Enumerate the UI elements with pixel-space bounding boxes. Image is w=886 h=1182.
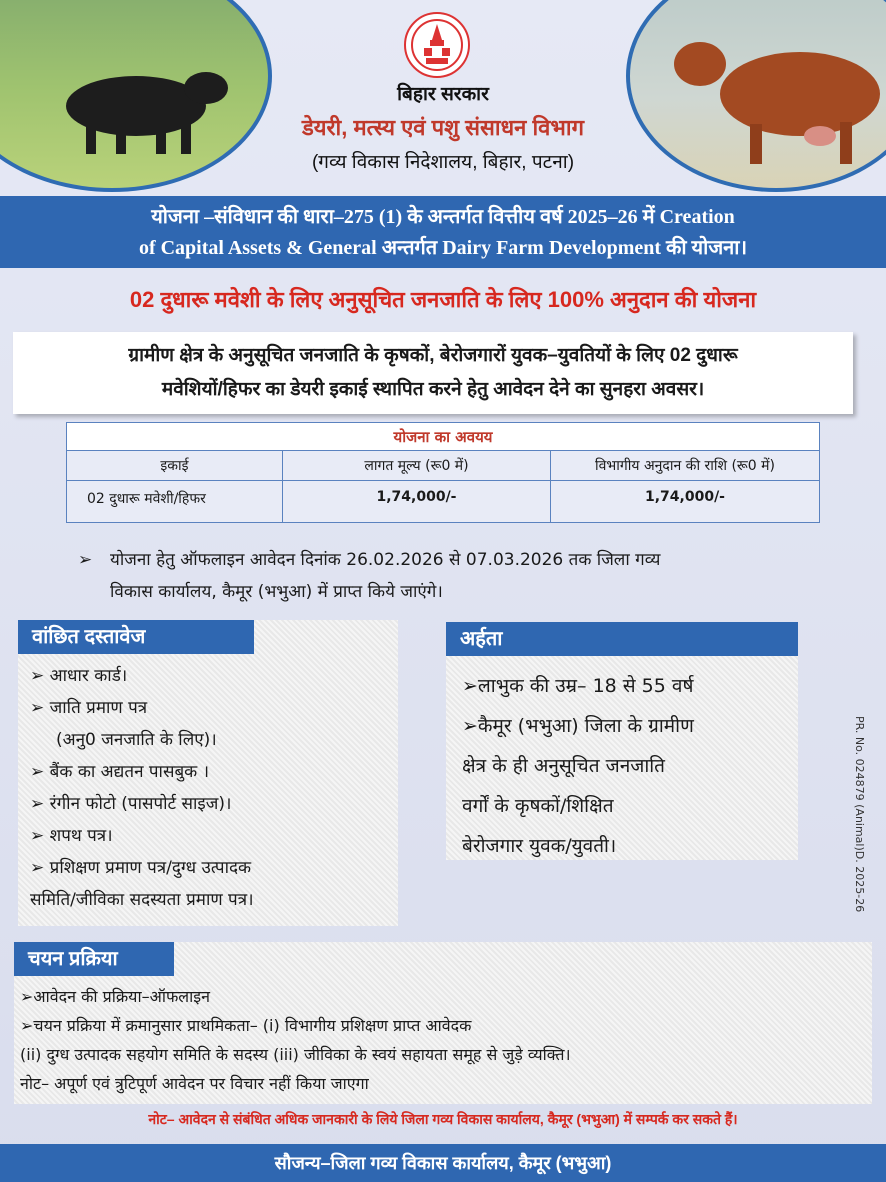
list-item: ➢ शपथ पत्र। <box>30 826 113 846</box>
opportunity-line-2: मवेशियों/हिफर का डेयरी इकाई स्थापित करने हेतु आवेदन देने का सुनहरा अवसर। <box>161 379 705 400</box>
list-item: (अनु0 जनजाति के लिए)। <box>56 730 217 750</box>
directorate-name: (गव्य विकास निदेशालय, बिहार, पटना) <box>311 152 575 173</box>
documents-box <box>18 620 398 926</box>
department-name: डेयरी, मत्स्य एवं पशु संसाधन विभाग <box>302 115 584 140</box>
contact-note: नोट– आवेदन से संबंधित अधिक जानकारी के लिये जिला गव्य विकास कार्यालय, कैमूर (भभुआ) में सम्पर्क कर सकते हैं। <box>148 1111 738 1127</box>
list-item: ➢कैमूर (भभुआ) जिला के ग्रामीण <box>462 715 694 737</box>
application-line-2: विकास कार्यालय, कैमूर (भभुआ) में प्राप्त किये जाएंगे। <box>110 582 443 602</box>
bihar-emblem-icon <box>410 18 464 72</box>
application-line-1: योजना हेतु ऑफलाइन आवेदन दिनांक 26.02.2026 से 07.03.2026 तक जिला गव्य <box>110 550 661 570</box>
list-item: ➢ रंगीन फोटो (पासपोर्ट साइज)। <box>30 794 232 814</box>
table-caption: योजना का अवयय <box>67 423 820 451</box>
table-header-row <box>67 451 820 481</box>
bihar-emblem-logo <box>404 12 470 78</box>
table-header-cost: लागत मूल्य (रू0 में) <box>283 451 551 481</box>
eligibility-list <box>462 666 792 866</box>
list-item: (ii) दुग्ध उत्पादक सहयोग समिति के सदस्य (iii) जीविका के स्वयं सहायता समूह से जुड़े व्यक्ति। <box>20 1045 571 1064</box>
list-item: ➢आवेदन की प्रक्रिया–ऑफलाइन <box>20 987 211 1006</box>
arrow-bullet-icon: ➢ <box>78 550 93 570</box>
table-cell-subsidy: 1,74,000/- <box>551 481 820 523</box>
selection-process-box <box>14 942 872 1104</box>
footer-courtesy: सौजन्य–जिला गव्य विकास कार्यालय, कैमूर (भभुआ) <box>0 1144 886 1182</box>
documents-list <box>30 660 392 916</box>
scheme-component-table <box>66 422 820 523</box>
list-item: ➢चयन प्रक्रिया में क्रमानुसार प्राथमिकता– (i) विभागीय प्रशिक्षण प्राप्त आवेदक <box>20 1016 472 1035</box>
list-item: ➢लाभुक की उम्र– 18 से 55 वर्ष <box>462 675 694 697</box>
table-row <box>67 481 820 523</box>
list-item: ➢ प्रशिक्षण प्रमाण पत्र/दुग्ध उत्पादक <box>30 858 252 878</box>
list-item: ➢ जाति प्रमाण पत्र <box>30 698 148 718</box>
table-header-subsidy: विभागीय अनुदान की राशि (रू0 में) <box>551 451 820 481</box>
scheme-banner <box>0 196 886 268</box>
banner-line-2: of Capital Assets & General अन्तर्गत Dairy Farm Development की योजना। <box>138 237 748 259</box>
list-item: बेरोजगार युवक/युवती। <box>462 835 617 857</box>
pr-number: PR. No. 024879 (Animal)D. 2025-26 <box>853 716 866 913</box>
table-cell-cost: 1,74,000/- <box>283 481 551 523</box>
selection-title: चयन प्रक्रिया <box>14 942 174 976</box>
scheme-subheading: 02 दुधारू मवेशी के लिए अनुसूचित जनजाति के लिए 100% अनुदान की योजना <box>129 287 757 312</box>
eligibility-box <box>446 622 798 860</box>
list-item: समिति/जीविका सदस्यता प्रमाण पत्र। <box>30 890 254 910</box>
header <box>0 80 886 174</box>
application-info <box>78 544 858 608</box>
table-cell-unit: 02 दुधारू मवेशी/हिफर <box>67 481 283 523</box>
eligibility-title: अर्हता <box>446 622 798 656</box>
list-item: वर्गों के कृषकों/शिक्षित <box>462 795 614 817</box>
list-item: ➢ आधार कार्ड। <box>30 666 128 686</box>
list-item: क्षेत्र के ही अनुसूचित जनजाति <box>462 755 666 777</box>
list-item: ➢ बैंक का अद्यतन पासबुक । <box>30 762 210 782</box>
documents-title: वांछित दस्तावेज <box>18 620 254 654</box>
table-header-unit: इकाई <box>67 451 283 481</box>
selection-list <box>20 982 872 1098</box>
banner-line-1: योजना –संविधान की धारा–275 (1) के अन्तर्गत वित्तीय वर्ष 2025–26 में Creation <box>151 206 735 228</box>
government-name: बिहार सरकार <box>397 84 489 105</box>
opportunity-box <box>13 332 853 414</box>
opportunity-line-1: ग्रामीण क्षेत्र के अनुसूचित जनजाति के कृषकों, बेरोजगारों युवक–युवतियों के लिए 02 दुधारू <box>128 345 738 366</box>
list-item: नोट– अपूर्ण एवं त्रुटिपूर्ण आवेदन पर विचार नहीं किया जाएगा <box>20 1074 369 1093</box>
